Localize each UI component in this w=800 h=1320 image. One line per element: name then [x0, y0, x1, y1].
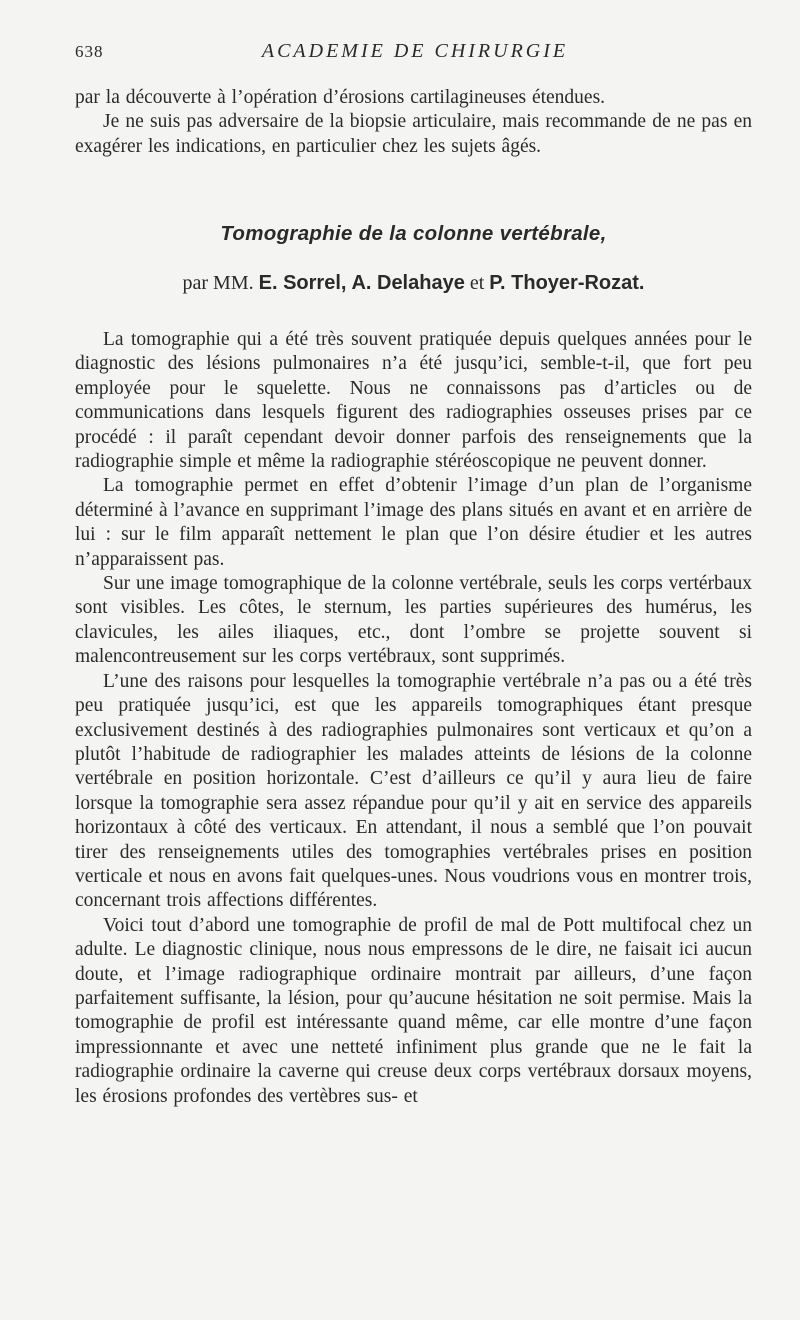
page-number: 638: [75, 42, 104, 61]
page-header: [75, 40, 755, 66]
authors-conjunction: et: [469, 272, 485, 294]
author-2: A. Delahaye: [351, 272, 465, 294]
article-title: Tomographie de la colonne vertébrale,: [220, 222, 607, 245]
authors-prefix: par MM.: [182, 272, 254, 294]
intro-paragraph: Je ne suis pas adversaire de la biopsie articulaire, mais recommande de ne pas en exagérer les indications, en particulier chez les sujets âgés.: [75, 111, 752, 157]
body-paragraph-4: L’une des raisons pour lesquelles la tomographie vertébrale n’a pas ou a été très peu pratiquée jusqu’ici, est que les appareils tomographiques étant presque exclusivement destinés à des radiographies pulmonaires sont verticaux et qu’on a plutôt l’habitude de radiographier les malades atteints de lésions de la colonne vertébrale en position horizontale. C’est d’ailleurs ce qu’il y aura lieu de faire lorsque la tomographie sera assez répandue pour qu’il y ait en service des appareils horizontaux à côté des verticaux. En attendant, il nous a semblé que l’on pouvait tirer des renseignements utiles des tomographies vertébrales prises en position verticale et nous en avons fait quelques-unes. Nous voudrions vous en montrer trois, concernant trois affections différentes.: [75, 670, 752, 912]
body-paragraph-3: Sur une image tomographique de la colonne vertébrale, seuls les corps vertérbaux sont visibles. Les côtes, le sternum, les parties supérieures des humérus, les clavicules, les ailes iliaques, etc., dont l’ombre se projette souvent si malencontreusement sur les corps vertébraux, sont supprimés.: [75, 573, 752, 668]
running-head: ACADEMIE DE CHIRURGIE: [261, 40, 569, 62]
body-paragraph-5: Voici tout d’abord une tomographie de profil de mal de Pott multifocal chez un adulte. Le diagnostic clinique, nous nous empressons de le dire, ne faisait ici aucun doute, et l’image radiographique ordinaire montrait par ailleurs, d’une façon parfaitement suffisante, la lésion, pour qu’aucune hésitation ne soit permise. Mais la tomographie de profil est intéressante quand même, car elle montre d’une façon impressionnante et avec une netteté infiniment plus grande que ne le fait la radiographie ordinaire la caverne qui creuse deux corps vertébraux dorsaux moyens, les érosions profondes des vertèbres sus- et: [75, 914, 752, 1107]
body-paragraph-1: La tomographie qui a été très souvent pratiquée depuis quelques années pour le diagnostic des lésions pulmonaires n’a été jusqu’ici, semble-t-il, que fort peu employée pour le squelette. Nous ne connaissons pas d’articles ou de communications dans lesquels figurent des radiographies osseuses prises par ce procédé : il paraît cependant devoir donner parfois des renseignements que la radiographie simple et même la radiographie stéréoscopique ne peuvent donner.: [75, 329, 752, 473]
author-1: E. Sorrel,: [258, 272, 347, 294]
intro-text: [75, 86, 752, 159]
intro-paragraph-continuation: par la découverte à l’opération d’érosions cartilagineuses étendues.: [75, 87, 606, 108]
body-paragraph-2: La tomographie permet en effet d’obtenir l’image d’un plan de l’organisme déterminé à l’avance en supprimant l’image des plans situés en avant et en arrière de lui : sur le film apparaît nettement le plan que l’on désire étudier et les autres n’apparaissent pas.: [75, 475, 752, 570]
author-3: P. Thoyer-Rozat.: [489, 272, 645, 294]
article-authors: [75, 272, 752, 295]
article-body: [75, 328, 752, 1109]
